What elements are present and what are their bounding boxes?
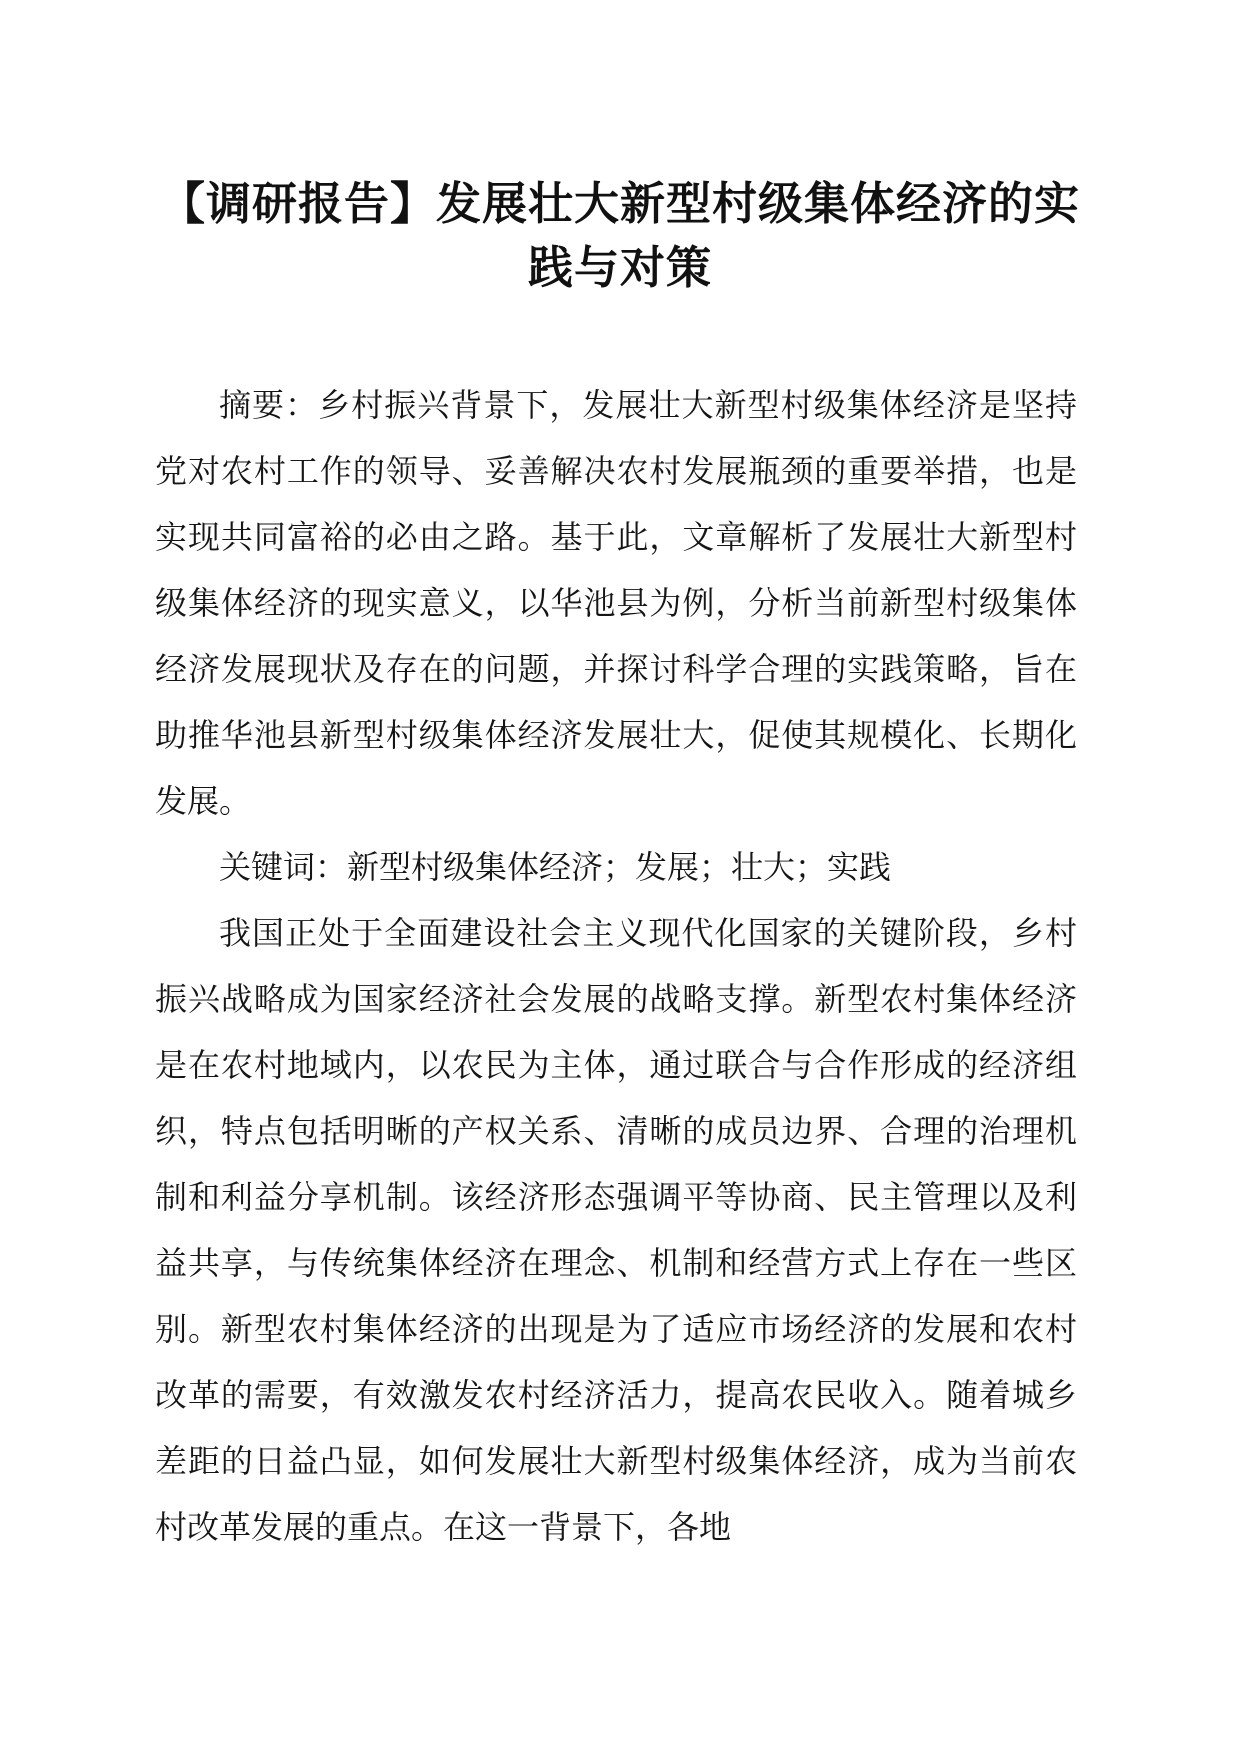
body-paragraph: 我国正处于全面建设社会主义现代化国家的关键阶段，乡村振兴战略成为国家经济社会发展的战略支撑。新型农村集体经济是在农村地域内，以农民为主体，通过联合与合作形成的经济组织，特点包括明晰的产权关系、清晰的成员边界、合理的治理机制和利益分享机制。该经济形态强调平等协商、民主管理以及利益共享，与传统集体经济在理念、机制和经营方式上存在一些区别。新型农村集体经济的出现是为了适应市场经济的发展和农村改革的需要，有效激发农村经济活力，提高农民收入。随着城乡差距的日益凸显，如何发展壮大新型村级集体经济，成为当前农村改革发展的重点。在这一背景下，各地: [155, 914, 1077, 1546]
abstract-paragraph: 摘要：乡村振兴背景下，发展壮大新型村级集体经济是坚持党对农村工作的领导、妥善解决农村发展瓶颈的重要举措，也是实现共同富裕的必由之路。基于此，文章解析了发展壮大新型村级集体经济的现实意义，以华池县为例，分析当前新型村级集体经济发展现状及存在的问题，并探讨科学合理的实践策略，旨在助推华池县新型村级集体经济发展壮大，促使其规模化、长期化发展。: [155, 386, 1077, 820]
document-body: [155, 372, 1077, 1560]
document-title: 【调研报告】发展壮大新型村级集体经济的实践与对策: [159, 177, 1080, 294]
keywords-paragraph: 关键词：新型村级集体经济；发展；壮大；实践: [219, 848, 892, 886]
